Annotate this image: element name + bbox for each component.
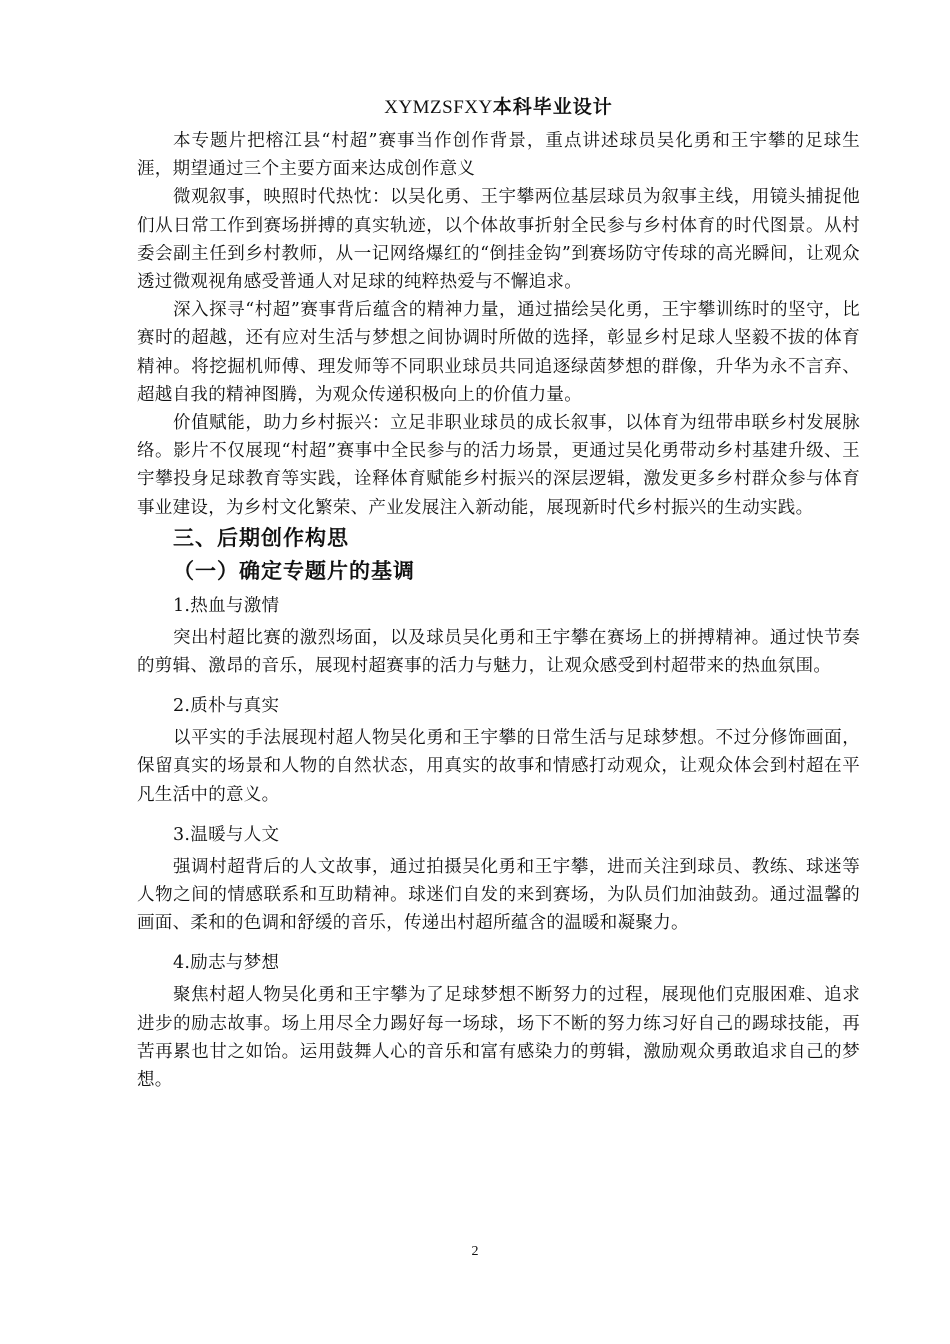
value-paragraph: 价值赋能，助力乡村振兴：立足非职业球员的成长叙事，以体育为纽带串联乡村发展脉络。影片不仅展现“村超”赛事中全民参与的活力场景，更通过吴化勇带动乡村基建升级、王宇攀投身足球教育等实践，诠释体育赋能乡村振兴的深层逻辑，激发更多乡村群众参与体育事业建设，为乡村文化繁荣、产业发展注入新动能，展现新时代乡村振兴的生动实践。 [137,413,860,518]
micro-narrative-paragraph: 微观叙事，映照时代热忱：以吴化勇、王宇攀两位基层球员为叙事主线，用镜头捕捉他们从日常工作到赛场拼搏的真实轨迹，以个体故事折射全民参与乡村体育的时代图景。从村委会副主任到乡村教师，从一记网络爆红的“倒挂金钩”到赛场防守传球的高光瞬间，让观众透过微观视角感受普通人对足球的纯粹热爱与不懈追求。 [137,187,860,293]
item-body-2: 以平实的手法展现村超人物吴化勇和王宇攀的日常生活与足球梦想。不过分修饰画面，保留真实的场景和人物的自然状态，用真实的故事和情感打动观众，让观众体会到村超在平凡生活中的意义。 [137,728,860,805]
page-body [137,127,860,1094]
item-title-2: 2.质朴与真实 [173,696,280,717]
subsection-heading: （一）确定专题片的基调 [173,558,415,583]
item-body-4: 聚焦村超人物吴化勇和王宇攀为了足球梦想不断努力的过程，展现他们克服困难、追求进步的励志故事。场上用尽全力踢好每一场球，场下不断的努力练习好自己的踢球技能，再苦再累也甘之如饴。运用鼓舞人心的音乐和富有感染力的剪辑，激励观众勇敢追求自己的梦想。 [137,985,860,1091]
item-body-1: 突出村超比赛的激烈场面，以及球员吴化勇和王宇攀在赛场上的拼搏精神。通过快节奏的剪辑、激昂的音乐，展现村超赛事的活力与魅力，让观众感受到村超带来的热血氛围。 [137,627,860,677]
item-title-3: 3.温暖与人文 [173,824,280,845]
intro-paragraph: 本专题片把榕江县“村超”赛事当作创作背景，重点讲述球员吴化勇和王宇攀的足球生涯，期望通过三个主要方面来达成创作意义 [137,131,860,180]
item-title-1: 1.热血与激情 [173,595,280,616]
header-school-code: XYMZSFXY [384,97,493,118]
section-heading: 三、后期创作构思 [173,525,349,550]
page-number: 2 [471,1244,479,1259]
header-title: 本科毕业设计 [492,96,613,118]
spirit-paragraph: 深入探寻“村超”赛事背后蕴含的精神力量，通过描绘吴化勇，王宇攀训练时的坚守，比赛时的超越，还有应对生活与梦想之间协调时所做的选择，彰显乡村足球人坚毅不拔的体育精神。将挖掘机师傅、理发师等不同职业球员共同追逐绿茵梦想的群像，升华为永不言弃、超越自我的精神图腾，为观众传递积极向上的价值力量。 [137,300,860,405]
item-body-3: 强调村超背后的人文故事，通过拍摄吴化勇和王宇攀，进而关注到球员、教练、球迷等人物之间的情感联系和互助精神。球迷们自发的来到赛场，为队员们加油鼓劲。通过温馨的画面、柔和的色调和舒缓的音乐，传递出村超所蕴含的温暖和凝聚力。 [137,856,860,934]
item-title-4: 4.励志与梦想 [173,953,280,974]
page-header [137,92,860,122]
